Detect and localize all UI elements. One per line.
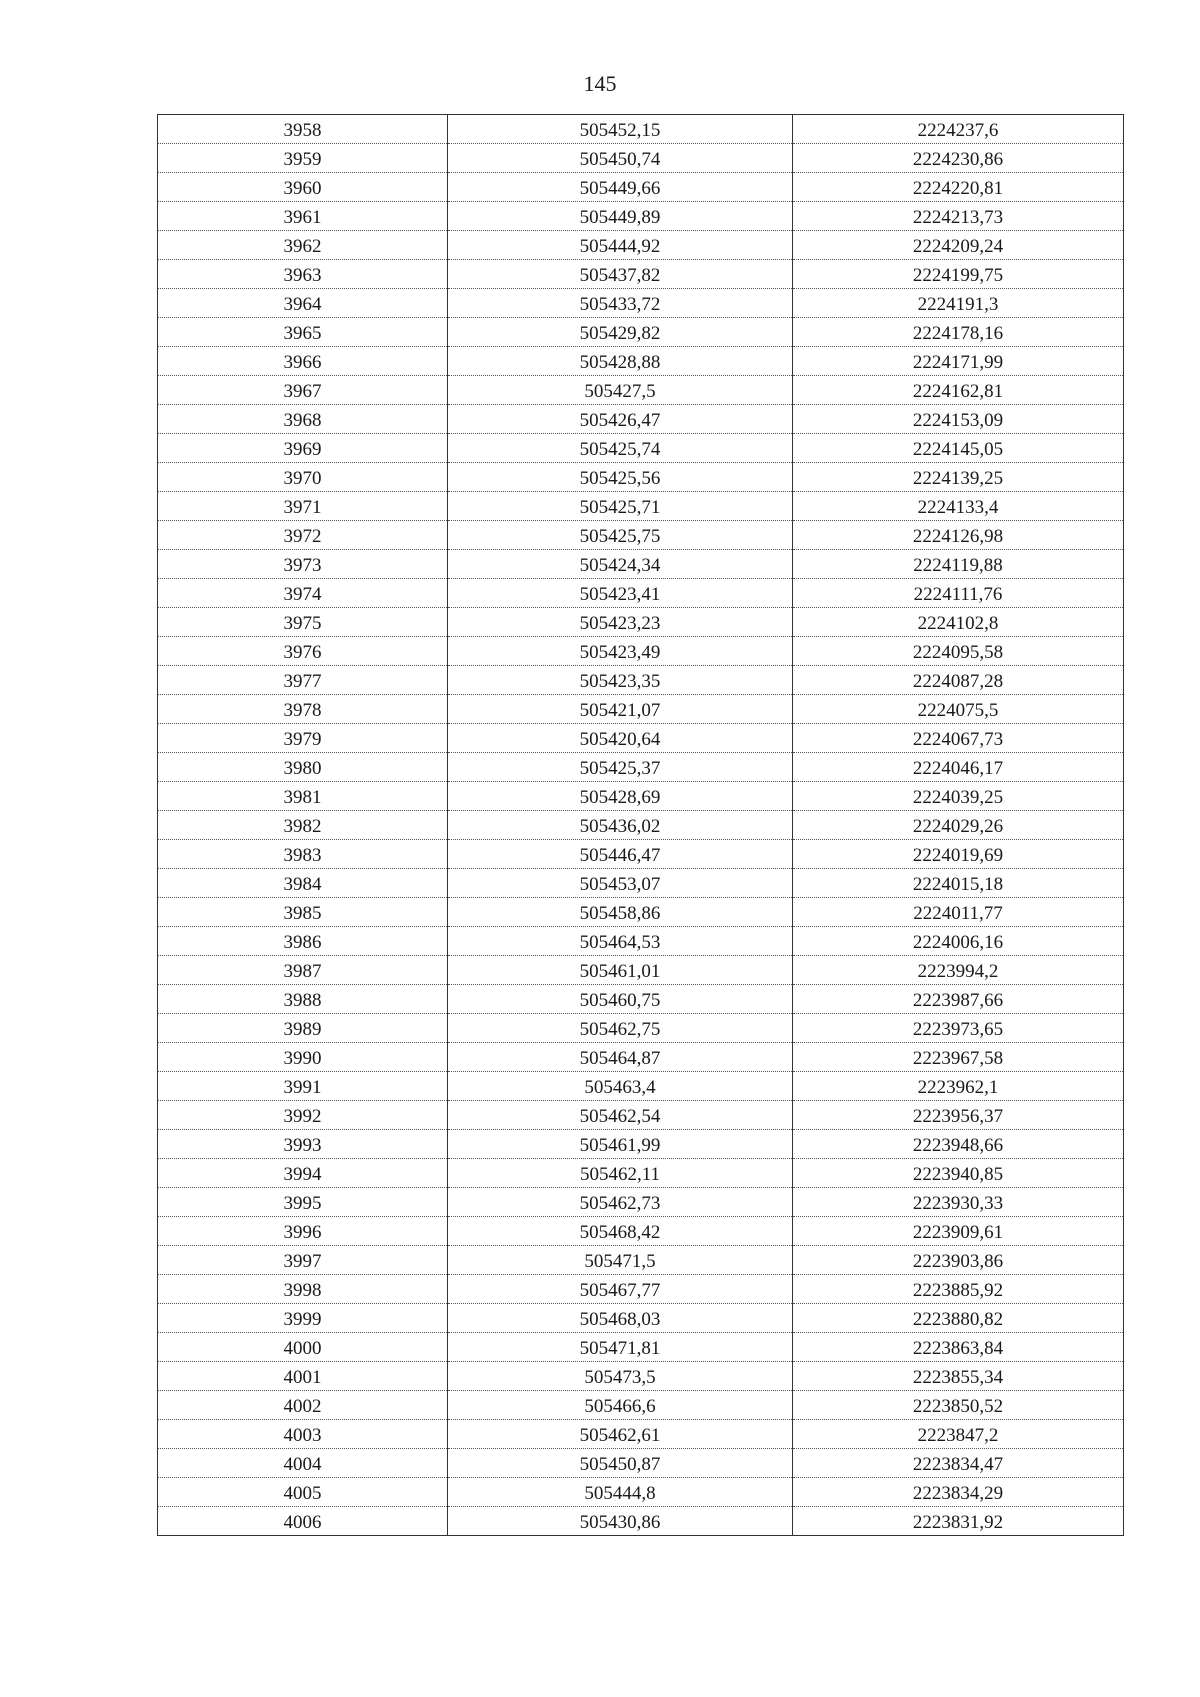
point-number-cell: 3970 [158, 463, 448, 492]
x-coordinate-cell: 505450,87 [448, 1449, 793, 1478]
point-number-cell: 3966 [158, 347, 448, 376]
y-coordinate-cell: 2223834,29 [793, 1478, 1124, 1507]
table-row [158, 695, 1124, 724]
x-coordinate-cell: 505423,23 [448, 608, 793, 637]
point-number-cell: 3976 [158, 637, 448, 666]
x-coordinate-cell: 505462,54 [448, 1101, 793, 1130]
x-coordinate-cell: 505463,4 [448, 1072, 793, 1101]
x-coordinate-cell: 505462,11 [448, 1159, 793, 1188]
y-coordinate-cell: 2224237,6 [793, 115, 1124, 144]
y-coordinate-cell: 2224162,81 [793, 376, 1124, 405]
x-coordinate-cell: 505423,49 [448, 637, 793, 666]
table-row [158, 753, 1124, 782]
x-coordinate-cell: 505428,69 [448, 782, 793, 811]
y-coordinate-cell: 2223967,58 [793, 1043, 1124, 1072]
table-row [158, 1246, 1124, 1275]
table-row [158, 985, 1124, 1014]
table-row [158, 724, 1124, 753]
x-coordinate-cell: 505473,5 [448, 1362, 793, 1391]
y-coordinate-cell: 2224011,77 [793, 898, 1124, 927]
table-row [158, 434, 1124, 463]
table-row [158, 1275, 1124, 1304]
table-row [158, 898, 1124, 927]
x-coordinate-cell: 505420,64 [448, 724, 793, 753]
table-row [158, 550, 1124, 579]
y-coordinate-cell: 2224139,25 [793, 463, 1124, 492]
x-coordinate-cell: 505423,35 [448, 666, 793, 695]
y-coordinate-cell: 2223994,2 [793, 956, 1124, 985]
table-row [158, 956, 1124, 985]
y-coordinate-cell: 2224178,16 [793, 318, 1124, 347]
point-number-cell: 4003 [158, 1420, 448, 1449]
point-number-cell: 3996 [158, 1217, 448, 1246]
point-number-cell: 3974 [158, 579, 448, 608]
table-row [158, 840, 1124, 869]
point-number-cell: 3964 [158, 289, 448, 318]
y-coordinate-cell: 2224199,75 [793, 260, 1124, 289]
point-number-cell: 4000 [158, 1333, 448, 1362]
y-coordinate-cell: 2224039,25 [793, 782, 1124, 811]
table-row [158, 1130, 1124, 1159]
x-coordinate-cell: 505426,47 [448, 405, 793, 434]
point-number-cell: 3984 [158, 869, 448, 898]
y-coordinate-cell: 2224133,4 [793, 492, 1124, 521]
table-row [158, 202, 1124, 231]
point-number-cell: 3986 [158, 927, 448, 956]
point-number-cell: 4005 [158, 1478, 448, 1507]
point-number-cell: 3975 [158, 608, 448, 637]
x-coordinate-cell: 505425,74 [448, 434, 793, 463]
y-coordinate-cell: 2224111,76 [793, 579, 1124, 608]
point-number-cell: 3992 [158, 1101, 448, 1130]
table-row [158, 1014, 1124, 1043]
table-row [158, 869, 1124, 898]
table-row [158, 173, 1124, 202]
table-row [158, 463, 1124, 492]
x-coordinate-cell: 505461,99 [448, 1130, 793, 1159]
point-number-cell: 3962 [158, 231, 448, 260]
point-number-cell: 3971 [158, 492, 448, 521]
x-coordinate-cell: 505468,42 [448, 1217, 793, 1246]
y-coordinate-cell: 2223930,33 [793, 1188, 1124, 1217]
table-row [158, 1478, 1124, 1507]
table-row [158, 637, 1124, 666]
point-number-cell: 3968 [158, 405, 448, 434]
y-coordinate-cell: 2224145,05 [793, 434, 1124, 463]
table-row [158, 1101, 1124, 1130]
table-row [158, 115, 1124, 144]
x-coordinate-cell: 505421,07 [448, 695, 793, 724]
y-coordinate-cell: 2224126,98 [793, 521, 1124, 550]
y-coordinate-cell: 2224220,81 [793, 173, 1124, 202]
y-coordinate-cell: 2224006,16 [793, 927, 1124, 956]
table-row [158, 289, 1124, 318]
y-coordinate-cell: 2223880,82 [793, 1304, 1124, 1333]
table-row [158, 1333, 1124, 1362]
point-number-cell: 3960 [158, 173, 448, 202]
point-number-cell: 3981 [158, 782, 448, 811]
point-number-cell: 3983 [158, 840, 448, 869]
y-coordinate-cell: 2224230,86 [793, 144, 1124, 173]
y-coordinate-cell: 2223834,47 [793, 1449, 1124, 1478]
point-number-cell: 3978 [158, 695, 448, 724]
y-coordinate-cell: 2223909,61 [793, 1217, 1124, 1246]
x-coordinate-cell: 505437,82 [448, 260, 793, 289]
x-coordinate-cell: 505462,73 [448, 1188, 793, 1217]
y-coordinate-cell: 2223863,84 [793, 1333, 1124, 1362]
y-coordinate-cell: 2224087,28 [793, 666, 1124, 695]
table-row [158, 260, 1124, 289]
point-number-cell: 3998 [158, 1275, 448, 1304]
y-coordinate-cell: 2224046,17 [793, 753, 1124, 782]
table-row [158, 608, 1124, 637]
table-row [158, 1391, 1124, 1420]
point-number-cell: 3977 [158, 666, 448, 695]
x-coordinate-cell: 505458,86 [448, 898, 793, 927]
y-coordinate-cell: 2224019,69 [793, 840, 1124, 869]
point-number-cell: 3987 [158, 956, 448, 985]
y-coordinate-cell: 2223948,66 [793, 1130, 1124, 1159]
y-coordinate-cell: 2224029,26 [793, 811, 1124, 840]
y-coordinate-cell: 2224102,8 [793, 608, 1124, 637]
table-row [158, 405, 1124, 434]
y-coordinate-cell: 2223847,2 [793, 1420, 1124, 1449]
y-coordinate-cell: 2224209,24 [793, 231, 1124, 260]
x-coordinate-cell: 505453,07 [448, 869, 793, 898]
table-row [158, 1159, 1124, 1188]
y-coordinate-cell: 2224119,88 [793, 550, 1124, 579]
x-coordinate-cell: 505423,41 [448, 579, 793, 608]
x-coordinate-cell: 505446,47 [448, 840, 793, 869]
table-row [158, 1217, 1124, 1246]
table-row [158, 1449, 1124, 1478]
point-number-cell: 4002 [158, 1391, 448, 1420]
page-number: 145 [583, 71, 617, 96]
x-coordinate-cell: 505468,03 [448, 1304, 793, 1333]
point-number-cell: 3990 [158, 1043, 448, 1072]
point-number-cell: 3985 [158, 898, 448, 927]
y-coordinate-cell: 2224191,3 [793, 289, 1124, 318]
table-row [158, 521, 1124, 550]
y-coordinate-cell: 2224213,73 [793, 202, 1124, 231]
x-coordinate-cell: 505428,88 [448, 347, 793, 376]
point-number-cell: 3969 [158, 434, 448, 463]
table-row [158, 782, 1124, 811]
y-coordinate-cell: 2223987,66 [793, 985, 1124, 1014]
y-coordinate-cell: 2223940,85 [793, 1159, 1124, 1188]
x-coordinate-cell: 505452,15 [448, 115, 793, 144]
x-coordinate-cell: 505425,37 [448, 753, 793, 782]
x-coordinate-cell: 505450,74 [448, 144, 793, 173]
point-number-cell: 3963 [158, 260, 448, 289]
point-number-cell: 4001 [158, 1362, 448, 1391]
y-coordinate-cell: 2223903,86 [793, 1246, 1124, 1275]
point-number-cell: 3980 [158, 753, 448, 782]
table-row [158, 666, 1124, 695]
y-coordinate-cell: 2223962,1 [793, 1072, 1124, 1101]
x-coordinate-cell: 505460,75 [448, 985, 793, 1014]
x-coordinate-cell: 505462,75 [448, 1014, 793, 1043]
point-number-cell: 3995 [158, 1188, 448, 1217]
table-row [158, 144, 1124, 173]
x-coordinate-cell: 505464,87 [448, 1043, 793, 1072]
point-number-cell: 3961 [158, 202, 448, 231]
x-coordinate-cell: 505471,81 [448, 1333, 793, 1362]
y-coordinate-cell: 2223850,52 [793, 1391, 1124, 1420]
x-coordinate-cell: 505467,77 [448, 1275, 793, 1304]
x-coordinate-cell: 505427,5 [448, 376, 793, 405]
point-number-cell: 3958 [158, 115, 448, 144]
y-coordinate-cell: 2223973,65 [793, 1014, 1124, 1043]
table-row [158, 927, 1124, 956]
table-row [158, 1362, 1124, 1391]
x-coordinate-cell: 505449,66 [448, 173, 793, 202]
x-coordinate-cell: 505425,71 [448, 492, 793, 521]
coordinates-table [157, 114, 1124, 1536]
point-number-cell: 3999 [158, 1304, 448, 1333]
point-number-cell: 3967 [158, 376, 448, 405]
x-coordinate-cell: 505449,89 [448, 202, 793, 231]
point-number-cell: 3959 [158, 144, 448, 173]
table-row [158, 347, 1124, 376]
x-coordinate-cell: 505464,53 [448, 927, 793, 956]
y-coordinate-cell: 2223885,92 [793, 1275, 1124, 1304]
point-number-cell: 3979 [158, 724, 448, 753]
table-row [158, 318, 1124, 347]
y-coordinate-cell: 2224153,09 [793, 405, 1124, 434]
x-coordinate-cell: 505425,56 [448, 463, 793, 492]
y-coordinate-cell: 2224075,5 [793, 695, 1124, 724]
x-coordinate-cell: 505436,02 [448, 811, 793, 840]
table-row [158, 1043, 1124, 1072]
table-row [158, 1420, 1124, 1449]
y-coordinate-cell: 2223831,92 [793, 1507, 1124, 1536]
table-row [158, 1507, 1124, 1536]
x-coordinate-cell: 505430,86 [448, 1507, 793, 1536]
y-coordinate-cell: 2224095,58 [793, 637, 1124, 666]
table-row [158, 579, 1124, 608]
y-coordinate-cell: 2224171,99 [793, 347, 1124, 376]
point-number-cell: 4006 [158, 1507, 448, 1536]
x-coordinate-cell: 505466,6 [448, 1391, 793, 1420]
table-row [158, 811, 1124, 840]
point-number-cell: 3989 [158, 1014, 448, 1043]
point-number-cell: 3993 [158, 1130, 448, 1159]
point-number-cell: 3997 [158, 1246, 448, 1275]
point-number-cell: 4004 [158, 1449, 448, 1478]
x-coordinate-cell: 505444,8 [448, 1478, 793, 1507]
x-coordinate-cell: 505429,82 [448, 318, 793, 347]
point-number-cell: 3982 [158, 811, 448, 840]
y-coordinate-cell: 2223956,37 [793, 1101, 1124, 1130]
point-number-cell: 3972 [158, 521, 448, 550]
point-number-cell: 3973 [158, 550, 448, 579]
table-row [158, 1188, 1124, 1217]
x-coordinate-cell: 505425,75 [448, 521, 793, 550]
point-number-cell: 3988 [158, 985, 448, 1014]
point-number-cell: 3965 [158, 318, 448, 347]
point-number-cell: 3991 [158, 1072, 448, 1101]
table-row [158, 1072, 1124, 1101]
table-row [158, 1304, 1124, 1333]
coordinates-table-body [158, 115, 1124, 1536]
x-coordinate-cell: 505461,01 [448, 956, 793, 985]
y-coordinate-cell: 2224015,18 [793, 869, 1124, 898]
point-number-cell: 3994 [158, 1159, 448, 1188]
x-coordinate-cell: 505444,92 [448, 231, 793, 260]
table-row [158, 231, 1124, 260]
x-coordinate-cell: 505433,72 [448, 289, 793, 318]
x-coordinate-cell: 505471,5 [448, 1246, 793, 1275]
y-coordinate-cell: 2224067,73 [793, 724, 1124, 753]
x-coordinate-cell: 505424,34 [448, 550, 793, 579]
y-coordinate-cell: 2223855,34 [793, 1362, 1124, 1391]
x-coordinate-cell: 505462,61 [448, 1420, 793, 1449]
table-row [158, 492, 1124, 521]
table-row [158, 376, 1124, 405]
